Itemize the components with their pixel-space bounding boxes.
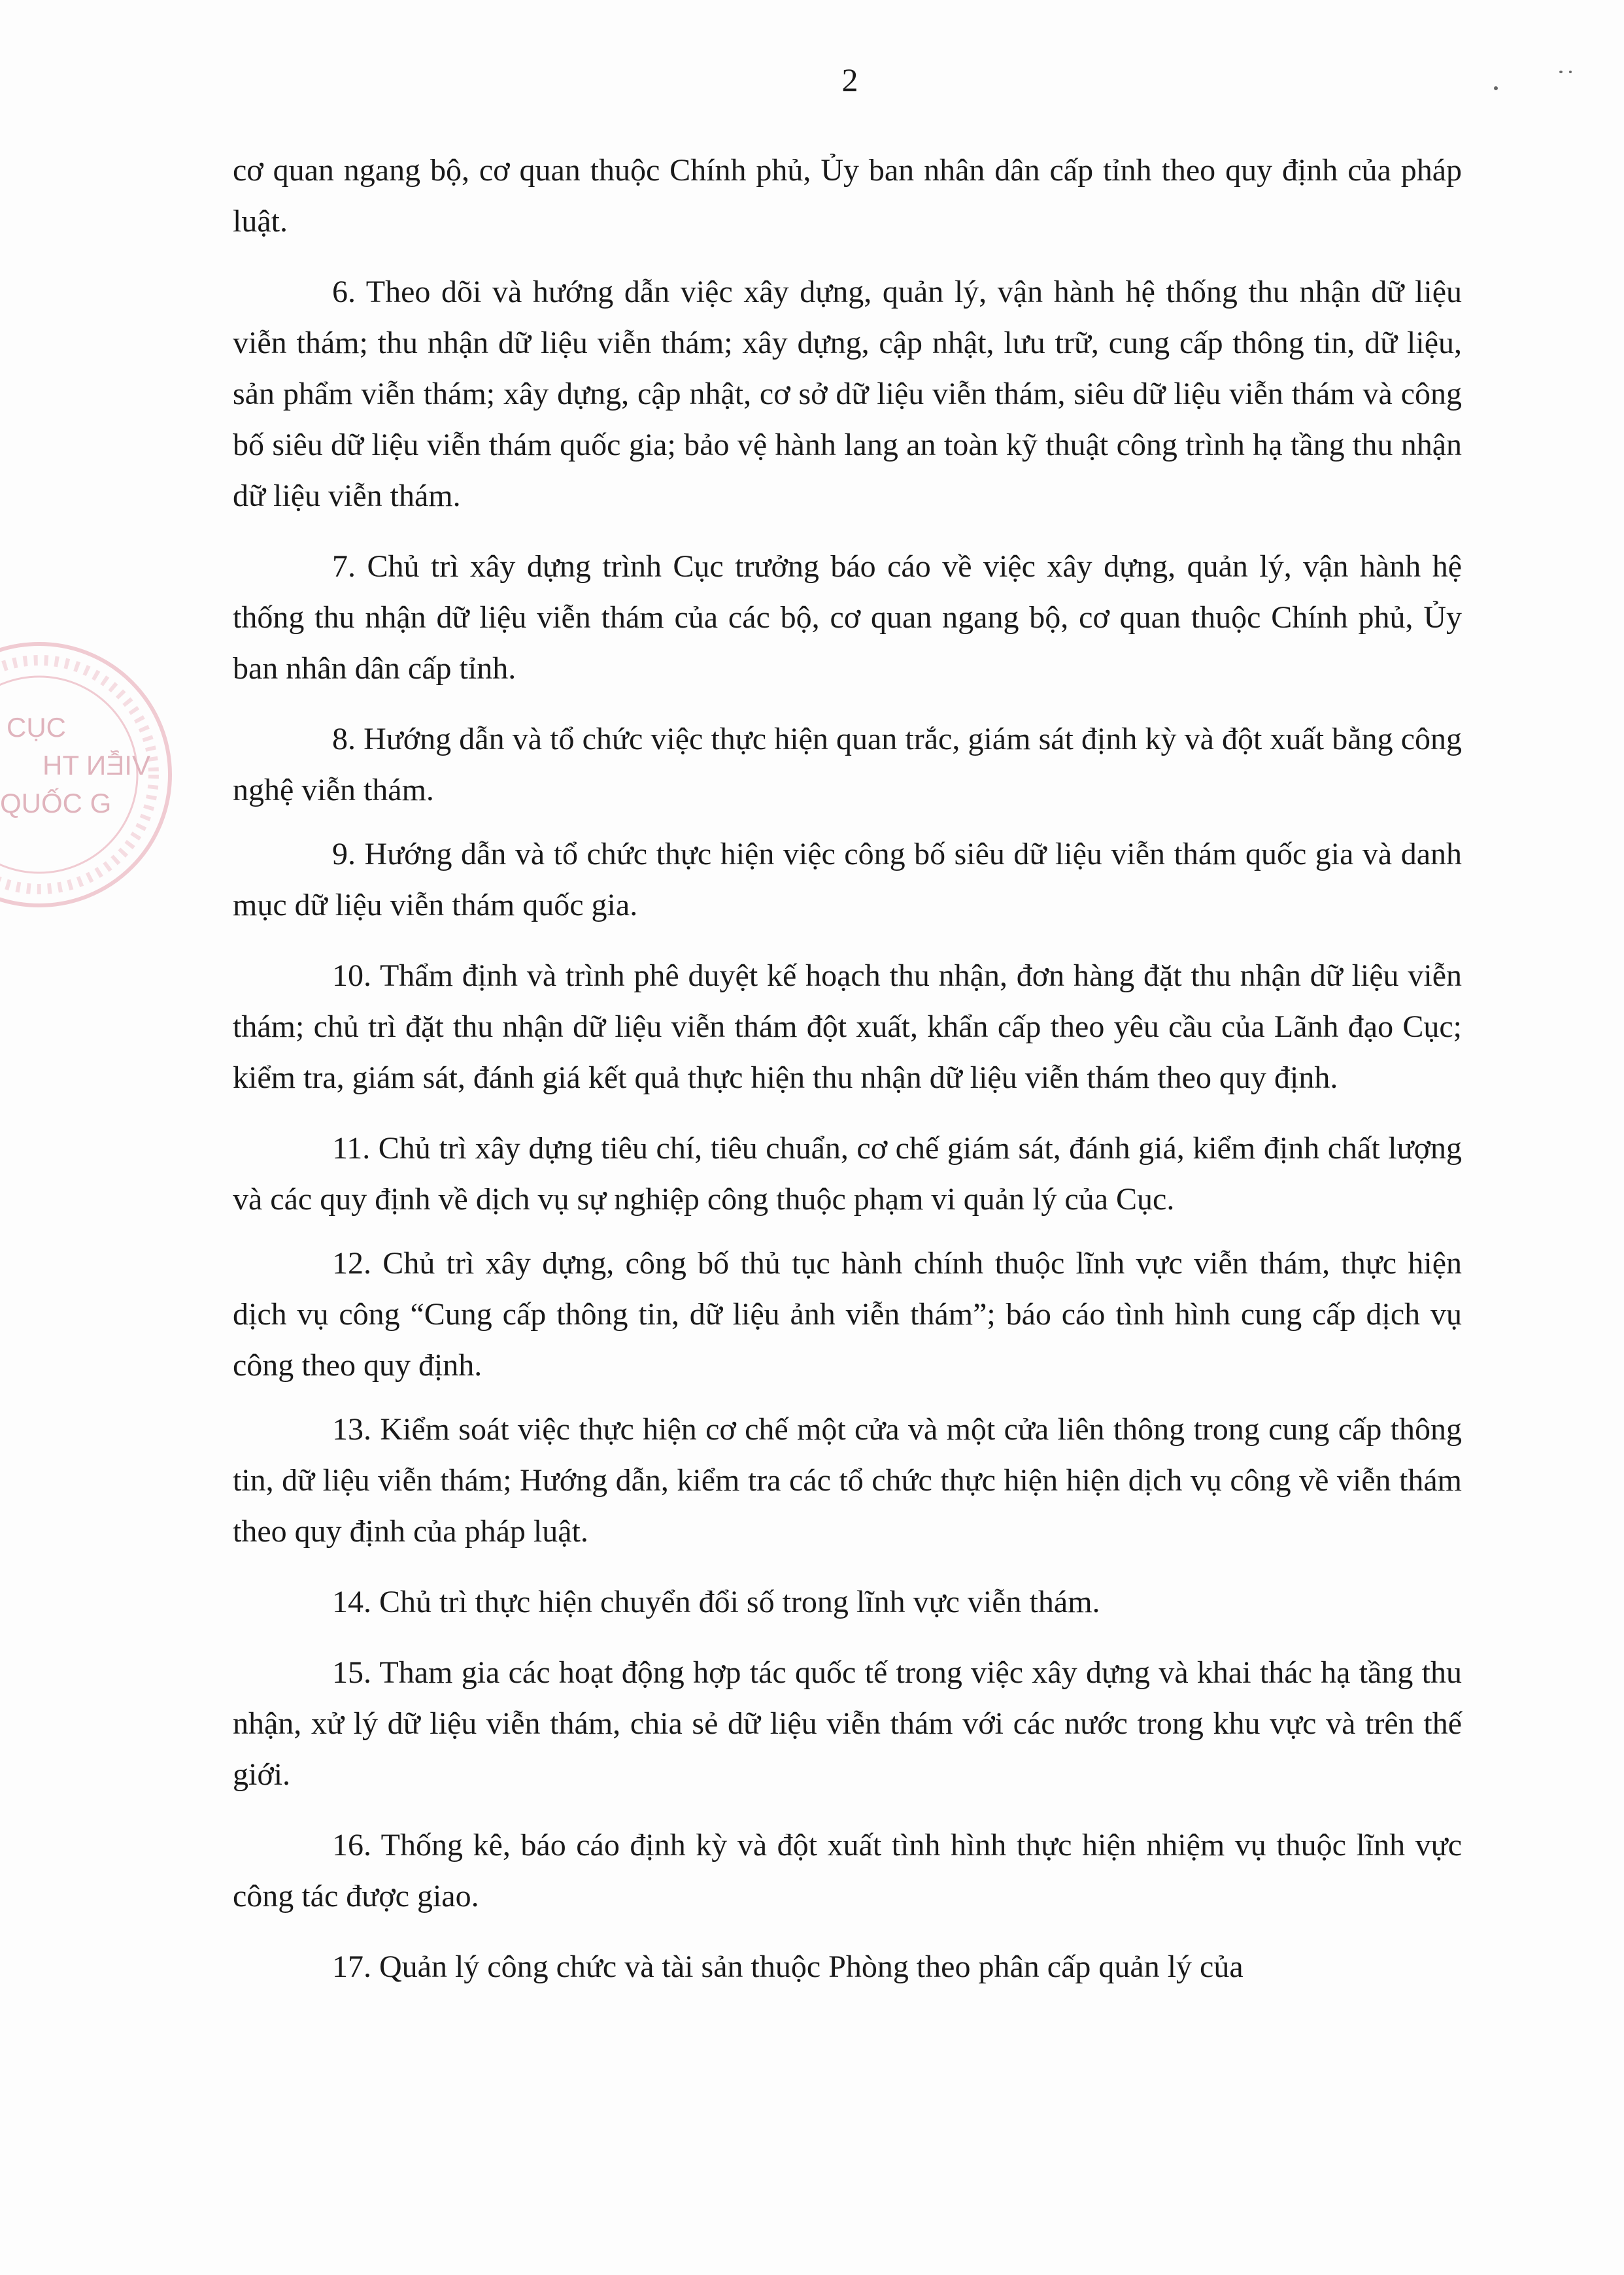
paragraph: 6. Theo dõi và hướng dẫn việc xây dựng, quản lý, vận hành hệ thống thu nhận dữ liệu viễn thám; thu nhận dữ liệu viễn thám; xây dựng, cập nhật, lưu trữ, cung cấp thông tin, dữ liệu, sản phẩm viễn thám; xây dựng, cập nhật, cơ sở dữ liệu viễn thám, siêu dữ liệu viễn thám và công bố siêu dữ liệu viễn thám quốc gia; bảo vệ hành lang an toàn kỹ thuật công trình hạ tầng thu nhận dữ liệu viễn thám. <box>233 275 1462 513</box>
scan-speck <box>1559 71 1563 73</box>
scan-speck <box>1494 86 1498 90</box>
paragraph: cơ quan ngang bộ, cơ quan thuộc Chính phủ, Ủy ban nhân dân cấp tỉnh theo quy định của pháp luật. <box>233 153 1462 239</box>
official-seal <box>0 637 177 912</box>
page-number: 2 <box>841 61 858 98</box>
paragraph: 12. Chủ trì xây dựng, công bố thủ tục hành chính thuộc lĩnh vực viễn thám, thực hiện dịch vụ công “Cung cấp thông tin, dữ liệu ảnh viễn thám”; báo cáo tình hình cung cấp dịch vụ công theo quy định. <box>233 1246 1462 1383</box>
scan-speck <box>1569 71 1572 73</box>
paragraph: 8. Hướng dẫn và tổ chức việc thực hiện quan trắc, giám sát định kỳ và đột xuất bằng công nghệ viễn thám. <box>233 722 1462 807</box>
seal-line: CỤC <box>7 712 66 743</box>
paragraph: 10. Thẩm định và trình phê duyệt kế hoạch thu nhận, đơn hàng đặt thu nhận dữ liệu viễn thám; chủ trì đặt thu nhận dữ liệu viễn thám đột xuất, khẩn cấp theo yêu cầu của Lãnh đạo Cục; kiểm tra, giám sát, đánh giá kết quả thực hiện thu nhận dữ liệu viễn thám theo quy định. <box>233 958 1462 1095</box>
document-body <box>233 145 1462 2012</box>
seal-line: VIỄN TH <box>42 750 150 781</box>
paragraph: 13. Kiểm soát việc thực hiện cơ chế một cửa và một cửa liên thông trong cung cấp thông tin, dữ liệu viễn thám; Hướng dẫn, kiểm tra các tổ chức thực hiện hiện dịch vụ công về viễn thám theo quy định của pháp luật. <box>233 1412 1462 1549</box>
paragraph: 9. Hướng dẫn và tổ chức thực hiện việc công bố siêu dữ liệu viễn thám quốc gia và danh mục dữ liệu viễn thám quốc gia. <box>233 837 1462 922</box>
paragraph: 14. Chủ trì thực hiện chuyển đổi số trong lĩnh vực viễn thám. <box>332 1585 1100 1619</box>
paragraph: 11. Chủ trì xây dựng tiêu chí, tiêu chuẩn, cơ chế giám sát, đánh giá, kiểm định chất lượng và các quy định về dịch vụ sự nghiệp công thuộc phạm vi quản lý của Cục. <box>233 1131 1462 1217</box>
paragraph: 16. Thống kê, báo cáo định kỳ và đột xuất tình hình thực hiện nhiệm vụ thuộc lĩnh vực công tác được giao. <box>233 1828 1462 1913</box>
paragraph: 7. Chủ trì xây dựng trình Cục trưởng báo cáo về việc xây dựng, quản lý, vận hành hệ thống thu nhận dữ liệu viễn thám của các bộ, cơ quan ngang bộ, cơ quan thuộc Chính phủ, Ủy ban nhân dân cấp tỉnh. <box>233 549 1462 686</box>
paragraph: 15. Tham gia các hoạt động hợp tác quốc tế trong việc xây dựng và khai thác hạ tầng thu nhận, xử lý dữ liệu viễn thám, chia sẻ dữ liệu viễn thám với các nước trong khu vực và trên thế giới. <box>233 1655 1462 1792</box>
paragraph: 17. Quản lý công chức và tài sản thuộc Phòng theo phân cấp quản lý của <box>332 1949 1243 1984</box>
seal-line: QUỐC G <box>0 788 112 818</box>
